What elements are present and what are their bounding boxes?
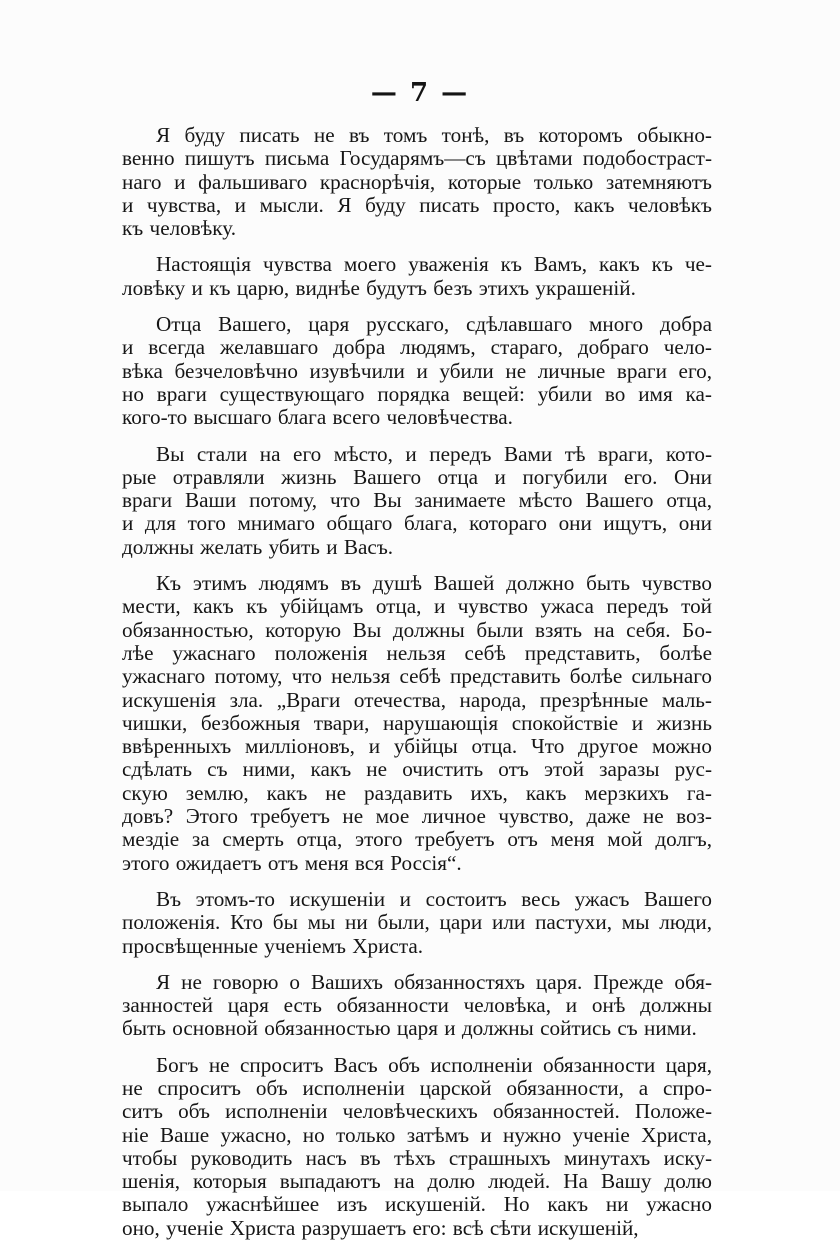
text-body xyxy=(122,124,712,1240)
text-line: и для того мнимаго общаго блага, котораго они ищутъ, они xyxy=(122,511,712,536)
text-line: Я не говорю о Вашихъ обязанностяхъ царя. Прежде обя- xyxy=(156,969,712,994)
text-line: шенія, которыя выпадаютъ на долю людей. На Вашу долю xyxy=(122,1169,712,1194)
text-line: не спроситъ объ исполненіи царской обязанности, а спро- xyxy=(122,1075,712,1100)
text-line: ужаснаго потому, что нельзя себѣ представить болѣе сильнаго xyxy=(122,664,712,689)
text-line: враги Ваши потому, что Вы занимаете мѣсто Вашего отца, xyxy=(122,488,712,513)
text-line: ввѣренныхъ милліоновъ, и убійцы отца. Что другое можно xyxy=(122,734,712,759)
text-line: ситъ объ исполненіи человѣческихъ обязанностей. Положе- xyxy=(122,1099,712,1124)
text-line: чтобы руководить насъ въ тѣхъ страшныхъ минутахъ иску- xyxy=(122,1145,712,1170)
text-line: должны желать убить и Васъ. xyxy=(122,534,394,559)
paragraph-1 xyxy=(122,124,712,240)
text-line: Вы стали на его мѣсто, и передъ Вами тѣ враги, кото- xyxy=(156,441,712,466)
text-line: быть основной обязанностью царя и должны сойтись съ ними. xyxy=(122,1016,697,1041)
paragraph-2 xyxy=(122,253,712,300)
text-line: Въ этомъ-то искушеніи и состоитъ весь ужасъ Вашего xyxy=(156,886,712,911)
text-line: искушенія зла. „Враги отечества, народа, презрѣнные маль- xyxy=(122,687,712,712)
text-line: этого ожидаетъ отъ меня вся Россія“. xyxy=(122,850,462,875)
text-line: венно пишутъ письма Государямъ—съ цвѣтами подобостраст- xyxy=(122,146,712,171)
text-line: занностей царя есть обязанности человѣка, и онѣ должны xyxy=(122,993,712,1018)
text-line: просвѣщенные ученіемъ Христа. xyxy=(122,933,424,958)
text-line: положенія. Кто бы мы ни были, цари или пастухи, мы люди, xyxy=(122,910,712,935)
text-line: скую землю, какъ не раздавить ихъ, какъ мерзкихъ га- xyxy=(122,780,712,805)
text-line: кого-то высшаго блага всего человѣчества. xyxy=(122,405,513,430)
text-line: оно, ученіе Христа разрушаетъ его: всѣ сѣти искушеній, xyxy=(122,1215,639,1240)
text-line: Настоящія чувства моего уваженія къ Вамъ, какъ къ че- xyxy=(156,252,712,277)
text-line: довъ? Этого требуетъ не мое личное чувство, даже не воз- xyxy=(122,804,712,829)
text-line: ловѣку и къ царю, виднѣе будутъ безъ этихъ украшеній. xyxy=(122,275,636,300)
text-line: ніе Ваше ужасно, но только затѣмъ и нужно ученіе Христа, xyxy=(122,1122,712,1147)
paragraph-8 xyxy=(122,1054,712,1240)
text-line: Къ этимъ людямъ въ душѣ Вашей должно быть чувство xyxy=(156,571,712,596)
text-line: выпало ужаснѣйшее изъ искушеній. Но какъ ни ужасно xyxy=(122,1192,712,1217)
text-line: чишки, безбожныя твари, нарушающія спокойствіе и жизнь xyxy=(122,710,712,735)
page-number: — 7 — xyxy=(370,78,470,108)
text-line: сдѣлать съ ними, какъ не очистить отъ этой заразы рус- xyxy=(122,757,712,782)
text-line: и всегда желавшаго добра людямъ, стараго, добраго чело- xyxy=(122,335,712,360)
paragraph-6 xyxy=(122,888,712,958)
text-line: къ человѣку. xyxy=(122,216,237,241)
text-line: рые отравляли жизнь Вашего отца и погубили его. Они xyxy=(122,464,712,489)
text-line: мести, какъ къ убійцамъ отца, и чувство ужаса передъ той xyxy=(122,594,712,619)
text-line: Богъ не спроситъ Васъ объ исполненіи обязанности царя, xyxy=(156,1052,712,1077)
text-line: наго и фальшиваго краснорѣчія, которые только затемняютъ xyxy=(122,169,712,194)
paragraph-7 xyxy=(122,971,712,1041)
text-line: вѣка безчеловѣчно изувѣчили и убили не личные враги его, xyxy=(122,358,712,383)
text-line: обязанностью, которую Вы должны были взять на себя. Бо- xyxy=(122,617,712,642)
text-line: мездіе за смерть отца, этого требуетъ отъ меня мой долгъ, xyxy=(122,827,712,852)
text-line: Отца Вашего, царя русскаго, сдѣлавшаго много добра xyxy=(156,312,712,337)
paragraph-3 xyxy=(122,313,712,429)
paragraph-4 xyxy=(122,443,712,559)
text-line: и чувства, и мысли. Я буду писать просто, какъ человѣкъ xyxy=(122,192,712,217)
text-line: но враги существующаго порядка вещей: убили во имя ка- xyxy=(122,381,712,406)
paragraph-5 xyxy=(122,572,712,875)
text-line: лѣе ужаснаго положенія нельзя себѣ представить, болѣе xyxy=(122,640,712,665)
text-line: Я буду писать не въ томъ тонѣ, въ которомъ обыкно- xyxy=(156,123,712,147)
